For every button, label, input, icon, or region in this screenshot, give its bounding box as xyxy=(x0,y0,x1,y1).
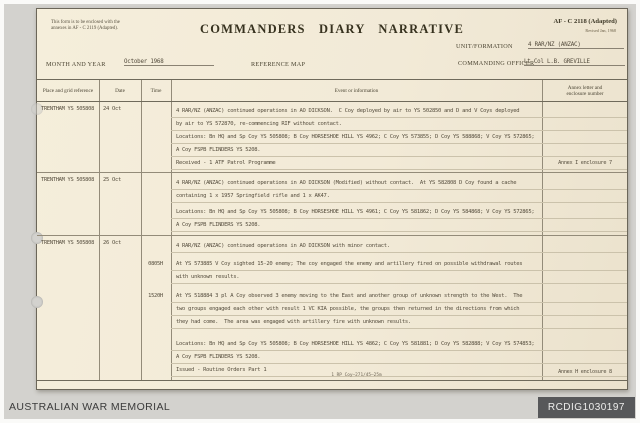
header-place: Place and grid reference xyxy=(42,88,94,94)
month-year-value: October 1968 xyxy=(124,59,214,66)
event-line: with unknown results. xyxy=(171,271,627,284)
header-event: Event or information xyxy=(334,88,379,94)
event-line: Locations: Bn HQ and Sp Coy YS 505808; B Coy HORSESHOE HILL YS 4961; C Coy YS 581862; D Coy YS 584868; V Coy YS 572865; xyxy=(171,206,627,219)
table-row xyxy=(37,172,627,235)
event-line: 0805H At YS 573885 V Coy sighted 15-20 enemy; The coy engaged the enemy and artillery fired on possible withdrawal routes xyxy=(171,258,627,271)
event-line: containing 1 x 1957 Springfield rifle and 1 x AK47. xyxy=(171,190,627,203)
form-revision-date: Revised Jan, 1968 xyxy=(585,28,616,33)
header-annex: Annex letter and enclosure number xyxy=(566,85,604,97)
header-date: Date xyxy=(115,88,125,94)
table-row xyxy=(37,102,627,172)
event-line: Issued - Routine Orders Part 1 xyxy=(171,364,627,377)
place-grid-reference: TRENTHAM YS 505808 xyxy=(41,106,95,112)
document-scan[interactable] xyxy=(36,8,628,390)
event-line: 1520H At YS 518884 3 pl A Coy observed 3 enemy moving to the East and another group of unknown strength to the West. The xyxy=(171,290,627,303)
event-line: by air to YS 572870, re-commencing RIF without contact. xyxy=(171,118,627,131)
event-line: 4 RAR/NZ (ANZAC) continued operations in AO DICKSON with minor contact. xyxy=(171,240,627,253)
form-number: AF - C 2118 (Adapted) xyxy=(553,18,617,25)
event-line: A Coy FSPB FLINDERS YS 5208. xyxy=(171,351,627,364)
form-title: COMMANDERS DIARY NARRATIVE xyxy=(199,22,465,36)
time-value: 1520H xyxy=(148,293,163,299)
event-line: A Coy FSPB FLINDERS YS 5208. xyxy=(171,144,627,157)
record-id-badge: RCDIG1030197 xyxy=(538,397,635,418)
commanding-officer-value: Lt Col L.B. GREVILLE xyxy=(524,59,625,66)
enclosure-note-line1: This form is to be enclosed with the xyxy=(51,20,120,25)
event-line: Locations: Bn HQ and Sp Coy YS 505808; B Coy HORSESHOE HILL YS 4862; C Coy YS 581881; D Coy YS 582888; V Coy YS 574853; xyxy=(171,338,627,351)
header-time: Time xyxy=(150,88,162,94)
date-value: 24 Oct xyxy=(103,106,122,112)
event-line: 4 RAR/NZ (ANZAC) continued operations in AO DICKSON. C Coy deployed by air to YS 502850 and D and V Coys deployed xyxy=(171,105,627,118)
unit-formation-value: 4 RAR/NZ (ANZAC) xyxy=(528,42,624,49)
awm-brand-text: AUSTRALIAN WAR MEMORIAL xyxy=(9,401,171,413)
time-value: 0805H xyxy=(148,261,163,267)
printer-imprint: 1 RP Coy—271/45—25m xyxy=(331,373,382,378)
place-grid-reference: TRENTHAM YS 505808 xyxy=(41,240,95,246)
event-line: Locations: Bn HQ and Sp Coy YS 505808; B Coy HORSESHOE HILL YS 4962; C Coy YS 573855; D Coy YS 588868; V Coy YS 572865; xyxy=(171,131,627,144)
annex-reference: Annex I enclosure 7 xyxy=(558,160,612,166)
unit-formation-label: UNIT/FORMATION xyxy=(456,43,513,50)
event-line: 4 RAR/NZ (ANZAC) continued operations in AO DICKSON (Modified) without contact. At YS 582808 D Coy found a cache xyxy=(171,177,627,190)
annex-reference: Annex H enclosure 8 xyxy=(558,369,612,375)
month-year-label: MONTH AND YEAR xyxy=(46,61,106,68)
event-line: two groups engaged each other with result 1 VC KIA possible, the groups then returned in the directions from which xyxy=(171,303,627,316)
date-value: 26 Oct xyxy=(103,240,122,246)
event-line: A Coy FSPB FLINDERS YS 5208. xyxy=(171,219,627,232)
table-header xyxy=(37,80,627,102)
diary-table xyxy=(37,79,627,381)
date-value: 25 Oct xyxy=(103,177,122,183)
enclosure-note-line2: annexes in AF - C 2119 (Adapted). xyxy=(51,26,119,31)
event-line: they had come. The area was engaged with artillery fire with unknown results. xyxy=(171,316,627,329)
commanding-officer-label: COMMANDING OFFICER xyxy=(458,60,535,67)
place-grid-reference: TRENTHAM YS 505808 xyxy=(41,177,95,183)
reference-map-label: REFERENCE MAP xyxy=(251,61,306,68)
table-row xyxy=(37,235,627,382)
event-line: Received - 1 ATF Patrol Programme xyxy=(171,157,627,170)
